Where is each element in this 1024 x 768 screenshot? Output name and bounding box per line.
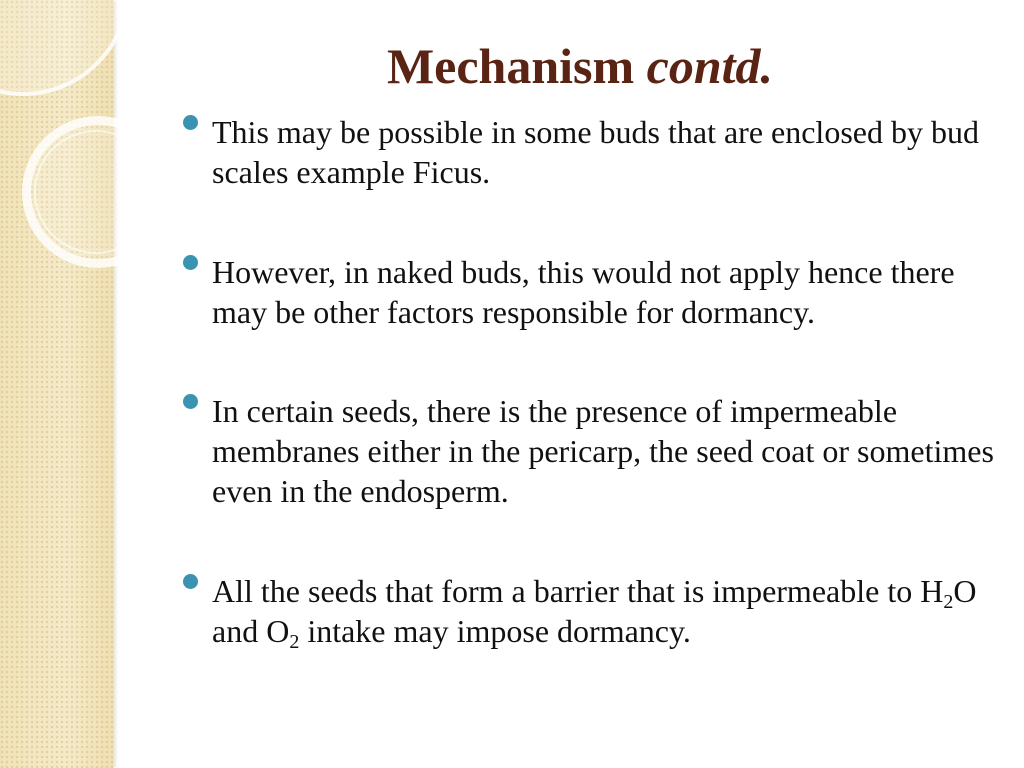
bullet-dot-icon (183, 394, 198, 409)
bullet-item (180, 112, 1010, 192)
bullet-dot-icon (183, 574, 198, 589)
bullet-text-part-b: O and O (212, 573, 977, 649)
bullet-item (180, 252, 1010, 332)
bullet-text-part-a: All the seeds that form a barrier that is impermeable to H (212, 573, 944, 609)
slide-title (140, 36, 1020, 96)
title-suffix: contd. (646, 38, 774, 94)
bullet-text: This may be possible in some buds that are enclosed by bud scales example Ficus. (212, 114, 979, 190)
bullet-item (180, 391, 1010, 511)
bullet-dot-icon (183, 115, 198, 130)
bullet-text: In certain seeds, there is the presence of impermeable membranes either in the pericarp, the seed coat or sometimes even in the endosperm. (212, 393, 994, 509)
bullet-dot-icon (183, 255, 198, 270)
bullet-text: However, in naked buds, this would not apply hence there may be other factors responsible for dormancy. (212, 254, 955, 330)
bullet-item (180, 571, 1010, 651)
bullet-text-part-c: intake may impose dormancy. (299, 613, 691, 649)
subscript-o2: 2 (289, 631, 300, 653)
subscript-h2o: 2 (943, 591, 954, 613)
bullet-list (180, 112, 1010, 651)
title-main: Mechanism (386, 38, 635, 94)
decorative-ring-inner (34, 130, 158, 254)
decorative-ring-top (0, 0, 130, 96)
decorative-side-band (0, 0, 113, 768)
